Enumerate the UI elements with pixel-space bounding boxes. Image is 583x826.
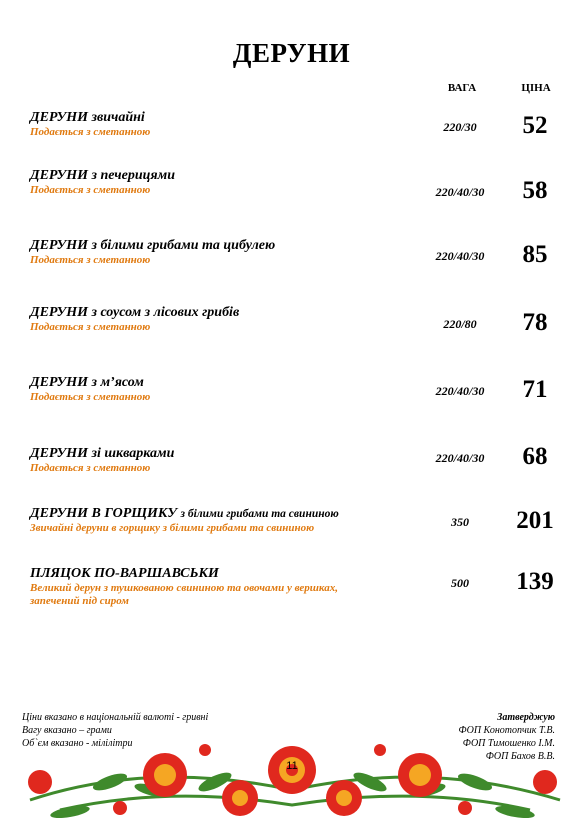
item-title: ДЕРУНИ з соусом з лісових грибів (30, 305, 240, 320)
page-title: ДЕРУНИ (232, 38, 351, 68)
item-title: ДЕРУНИ з білими грибами та цибулею (30, 238, 276, 253)
page-number: 11 (286, 760, 298, 772)
item-price: 52 (522, 112, 548, 139)
price-column-header: ЦІНА (521, 82, 551, 94)
item-title: ДЕРУНИ зі шкварками (30, 446, 175, 461)
approver: ФОП Тимошенко І.М. (462, 738, 555, 749)
item-description-line2: запечений під сиром (30, 595, 129, 607)
item-description: Подається з сметанною (30, 126, 151, 138)
item-title: ДЕРУНИ В ГОРЩИКУ (30, 506, 177, 521)
item-weight: 500 (451, 576, 469, 590)
item-title: ДЕРУНИ звичайні (30, 110, 145, 125)
item-price: 71 (522, 376, 548, 403)
approver: ФОП Конотопчик Т.В. (458, 725, 555, 736)
approval-heading: Затверджую (497, 712, 555, 723)
item-price: 139 (516, 568, 554, 595)
item-weight: 350 (451, 515, 469, 529)
footer-note: Об`єм вказано - мілілітри (22, 738, 133, 749)
item-description: Подається з сметанною (30, 462, 151, 474)
item-price: 68 (522, 443, 548, 470)
approver: ФОП Бахов В.В. (485, 751, 555, 762)
item-price: 58 (522, 177, 548, 204)
item-description: Подається з сметанною (30, 254, 151, 266)
item-description: Великий дерун з тушкованою свининою та овочами у вершках, (30, 582, 338, 594)
item-weight: 220/80 (443, 317, 477, 331)
item-title: ДЕРУНИ з м’ясом (30, 375, 144, 390)
item-weight: 220/40/30 (435, 451, 485, 465)
footer-note: Ціни вказано в національній валюті - гривні (22, 712, 209, 723)
item-weight: 220/40/30 (435, 185, 485, 199)
item-price: 78 (522, 309, 548, 336)
item-price: 85 (522, 241, 548, 268)
item-description: Звичайні деруни в горщику з білими грибами та свининою (30, 522, 315, 534)
item-title: ДЕРУНИ з печерицями (30, 168, 175, 183)
item-description: Подається з сметанною (30, 321, 151, 333)
item-description: Подається з сметанною (30, 184, 151, 196)
item-weight: 220/40/30 (435, 384, 485, 398)
item-description: Подається з сметанною (30, 391, 151, 403)
footer-notes (22, 711, 208, 750)
weight-column-header: ВАГА (447, 82, 477, 94)
item-subtitle: з білими грибами та свининою (180, 508, 339, 520)
item-weight: 220/40/30 (435, 249, 485, 263)
footer-note: Вагу вказано – грами (22, 725, 112, 736)
item-title: ПЛЯЦОК ПО-ВАРШАВСЬКИ (30, 566, 219, 581)
approval-block (458, 711, 555, 763)
item-price: 201 (516, 507, 554, 534)
item-weight: 220/30 (443, 120, 477, 134)
